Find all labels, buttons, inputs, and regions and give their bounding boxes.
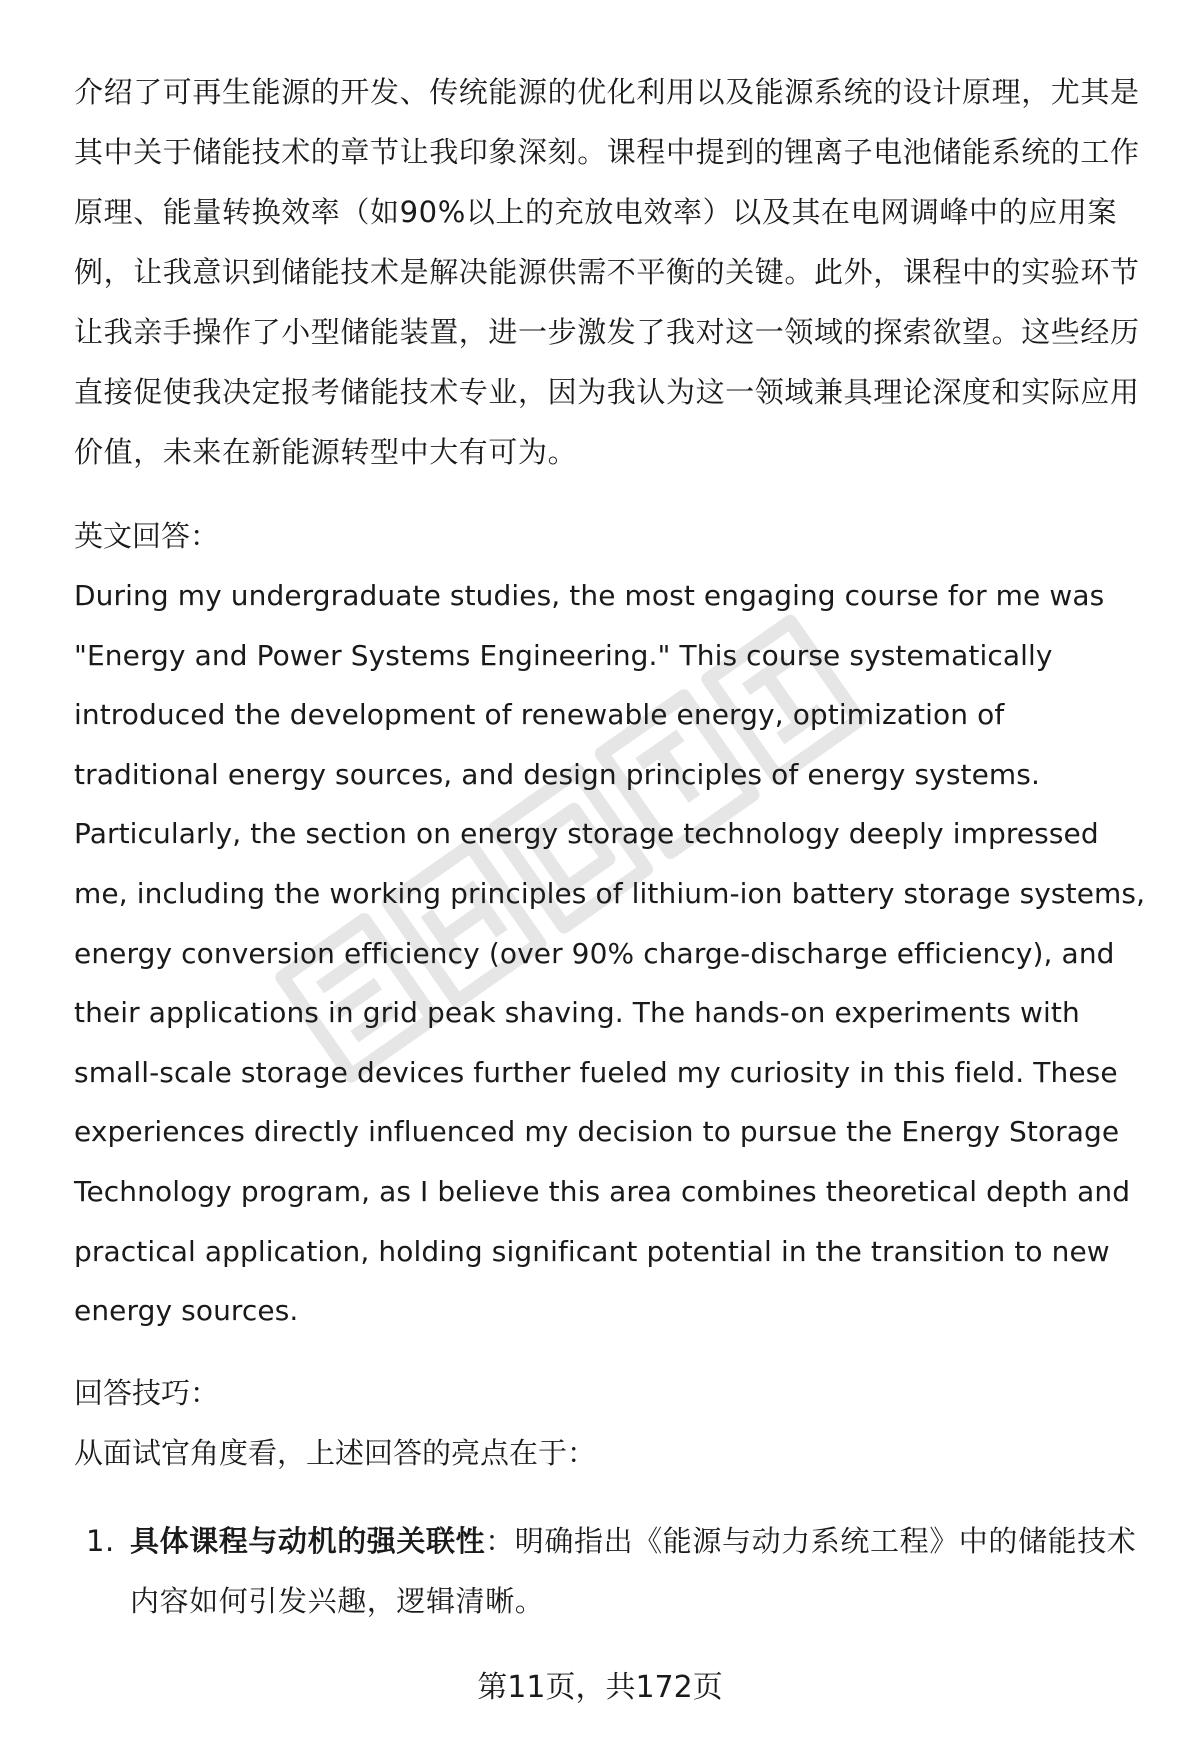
tips-list — [74, 1511, 1154, 1631]
list-item-title: 具体课程与动机的强关联性 — [130, 1523, 486, 1558]
list-item — [74, 1511, 1154, 1631]
document-content — [74, 62, 1154, 1631]
list-item-number: 1. — [86, 1523, 115, 1558]
intro-paragraph: 介绍了可再生能源的开发、传统能源的优化利用以及能源系统的设计原理，尤其是其中关于储能技术的章节让我印象深刻。课程中提到的锂离子电池储能系统的工作原理、能量转换效率（如90%以上的充放电效率）以及其在电网调峰中的应用案例，让我意识到储能技术是解决能源供需不平衡的关键。此外，课程中的实验环节让我亲手操作了小型储能装置，进一步激发了我对这一领域的探索欲望。这些经历直接促使我决定报考储能技术专业，因为我认为这一领域兼具理论深度和实际应用价值，未来在新能源转型中大有可为。 — [74, 75, 1140, 469]
page-number-footer: 第11页，共172页 — [477, 1670, 723, 1705]
tips-intro: 从面试官角度看，上述回答的亮点在于： — [74, 1435, 597, 1470]
list-item-text: ：明确指出《能源与动力系统工程》中的储能技术内容如何引发兴趣，逻辑清晰。 — [130, 1523, 1137, 1618]
english-answer-paragraph: During my undergraduate studies, the most engaging course for me was "Energy and Power Systems Engineering." This course systematically introduced the development of renewable energy, optimization of traditional energy sources, and design principles of energy systems. Particularly, the section on energy storage technology deeply impressed me, including the working principles of lithium-ion battery storage systems, energy conversion efficiency (over 90% charge-discharge efficiency), and their applications in grid peak shaving. The hands-on experiments with small-scale storage devices further fueled my curiosity in this field. These experiences directly influenced my decision to pursue the Energy Storage Technology program, as I believe this area combines theoretical depth and practical application, holding significant potential in the transition to new energy sources. — [74, 579, 1146, 1328]
tips-heading: 回答技巧： — [74, 1375, 220, 1410]
english-answer-heading: 英文回答： — [74, 519, 220, 553]
